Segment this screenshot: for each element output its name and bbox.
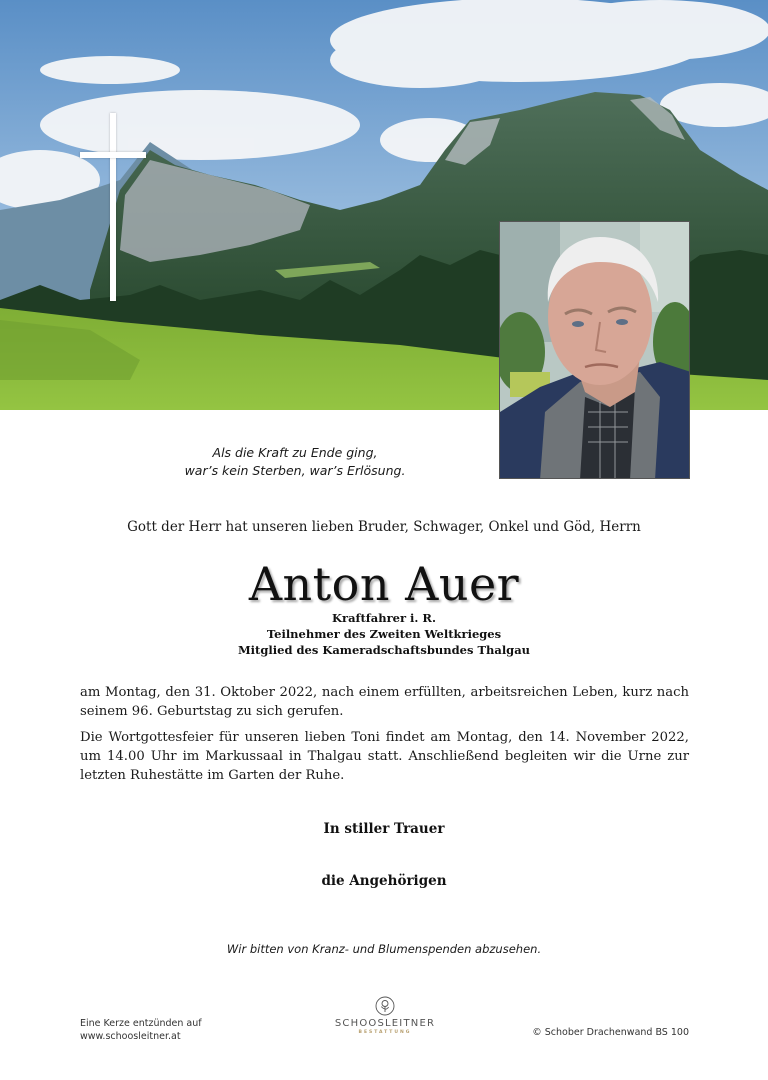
brand-subtitle: BESTATTUNG [358,1030,412,1035]
funeral-home-logo [330,996,440,1035]
deceased-name: Anton Auer [248,557,520,611]
title-ww2: Teilnehmer des Zweiten Weltkrieges [266,627,502,641]
motto-line-2: war’s kein Sterben, war’s Erlösung. [184,463,406,478]
rose-emblem-icon [375,996,395,1016]
candle-info [80,1017,202,1043]
closing-relatives: die Angehörigen [321,873,447,889]
deceased-titles [160,610,608,658]
service-details-paragraph: Die Wortgottesfeier für unseren lieben Toni findet am Montag, den 14. November 2022, um 14.00 Uhr im Markussaal in Thalgau statt. Anschließend begleiten wir die Urne zur letzten Ruhestätte im Garten der Ruhe. [80,730,689,783]
copyright-text: © Schober Drachenwand BS 100 [532,1027,689,1038]
memorial-motto [150,444,440,480]
closing-mourning: In stiller Trauer [323,821,445,837]
cross-icon [80,113,146,301]
title-occupation: Kraftfahrer i. R. [332,611,436,625]
candle-text: Eine Kerze entzünden auf [80,1018,202,1029]
website-link[interactable]: www.schoosleitner.at [80,1031,181,1042]
brand-name: SCHOOSLEITNER [334,1018,436,1029]
death-announcement-paragraph: am Montag, den 31. Oktober 2022, nach einem erfüllten, arbeitsreichen Leben, kurz nach seinem 96. Geburtstag zu sich gerufen. [80,685,689,719]
motto-line-1: Als die Kraft zu Ende ging, [212,445,378,460]
portrait-photo [499,221,690,479]
donation-request: Wir bitten von Kranz- und Blumenspenden abzusehen. [226,942,542,956]
intro-text: Gott der Herr hat unseren lieben Bruder, Schwager, Onkel und Göd, Herrn [127,519,641,535]
title-membership: Mitglied des Kameradschaftsbundes Thalgau [237,643,531,657]
